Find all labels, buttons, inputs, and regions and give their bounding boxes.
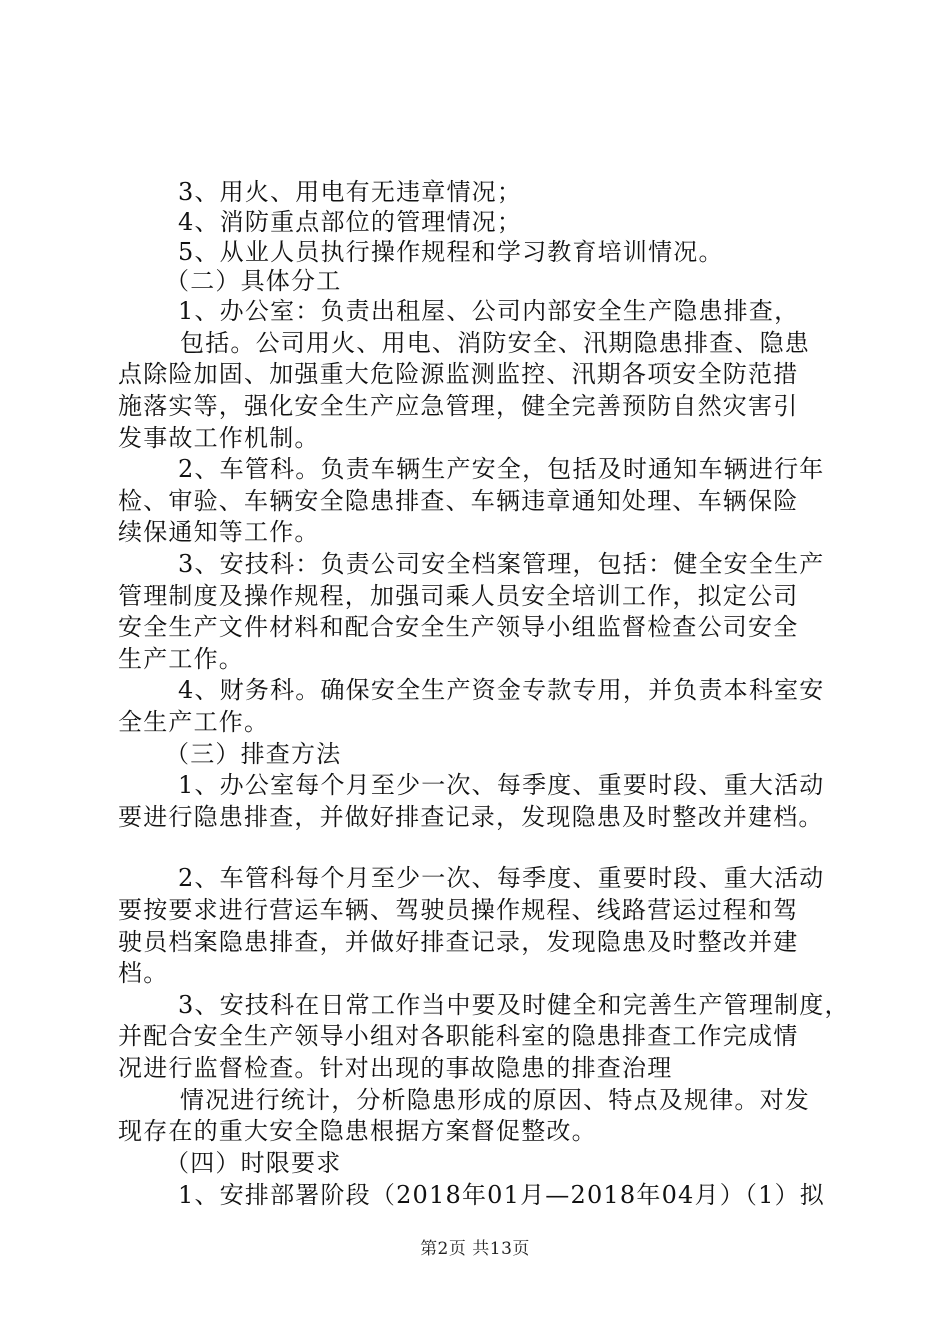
text-line: 3、用火、用电有无违章情况； [178,178,523,206]
text-line: 4、财务科。确保安全生产资金专款专用，并负责本科室安 [178,676,825,705]
text-line: 续保通知等工作。 [118,518,320,547]
text-line: 2、车管科每个月至少一次、每季度、重要时段、重大活动 [178,864,825,893]
text-line: 要进行隐患排查，并做好排查记录，发现隐患及时整改并建档。 [118,802,824,831]
text-line: 档。 [118,959,169,988]
text-line: 情况进行统计，分析隐患形成的原因、特点及规律。对发 [180,1085,810,1114]
text-line: 要按要求进行营运车辆、驾驶员操作规程、线路营运过程和驾 [118,895,799,924]
section-heading: （三）排查方法 [165,739,342,768]
text-line: 4、消防重点部位的管理情况； [178,207,523,236]
text-line: 并配合安全生产领导小组对各职能科室的隐患排查工作完成情 [118,1022,799,1051]
section-heading: （二）具体分工 [165,267,342,296]
text-line: 3、安技科：负责公司安全档案管理，包括：健全安全生产 [178,550,825,578]
section-heading: （四）时限要求 [165,1148,342,1177]
text-line: 安全生产文件材料和配合安全生产领导小组监督检查公司安全 [118,613,799,642]
text-line: 管理制度及操作规程，加强司乘人员安全培训工作，拟定公司 [118,581,799,610]
text-line: 检、审验、车辆安全隐患排查、车辆违章通知处理、车辆保险 [118,486,799,515]
text-line: 生产工作。 [118,644,244,673]
text-line: 点除险加固、加强重大危险源监测监控、汛期各项安全防范措 [118,360,799,389]
text-line: 5、从业人员执行操作规程和学习教育培训情况。 [178,237,724,266]
text-line: 驶员档案隐患排查，并做好排查记录，发现隐患及时整改并建 [118,927,799,956]
text-line: 3、安技科在日常工作当中要及时健全和完善生产管理制度， [178,990,850,1019]
text-line: 2、车管科。负责车辆生产安全，包括及时通知车辆进行年 [178,455,825,484]
text-line: 发事故工作机制。 [118,423,320,452]
text-line: 1、安排部署阶段（2018年01月—2018年04月）（1）拟 [178,1180,825,1209]
page-number-footer: 第2页 共13页 [420,1239,530,1259]
text-line: 施落实等，强化安全生产应急管理，健全完善预防自然灾害引 [118,391,799,420]
text-line: 全生产工作。 [118,708,270,737]
text-line: 1、办公室：负责出租屋、公司内部安全生产隐患排查， [178,297,800,326]
text-line: 况进行监督检查。针对出现的事故隐患的排查治理 [118,1054,673,1083]
text-line: 包括。公司用火、用电、消防安全、汛期隐患排查、隐患 [180,328,810,357]
text-line: 1、办公室每个月至少一次、每季度、重要时段、重大活动 [178,771,825,800]
text-line: 现存在的重大安全隐患根据方案督促整改。 [118,1117,597,1146]
